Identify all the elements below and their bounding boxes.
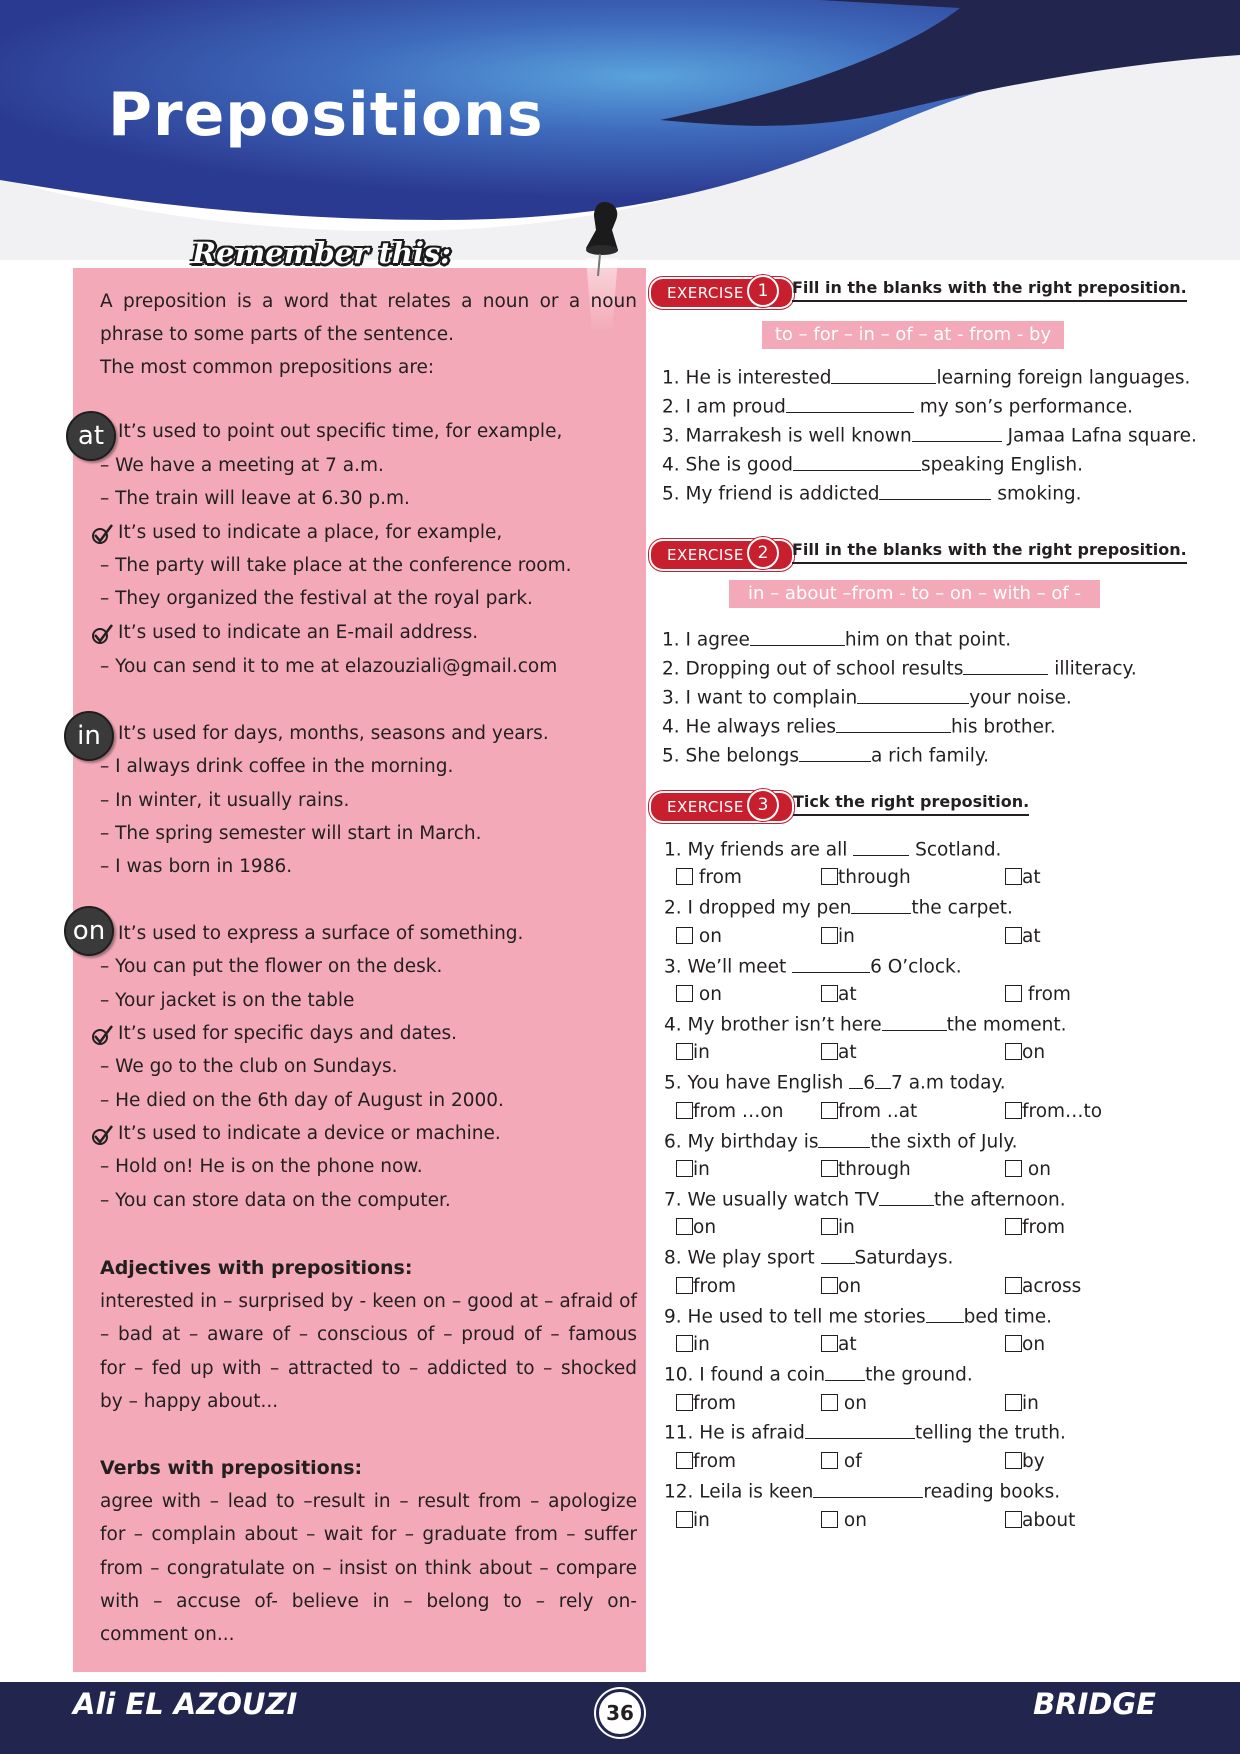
option-checkbox[interactable]: at [821,1042,857,1063]
check-icon [90,622,114,646]
option-checkbox[interactable]: on [676,926,722,947]
at-rule-2: It’s used to indicate a place, for example, [118,522,503,543]
on-rule-2: It’s used for specific days and dates. [118,1023,458,1044]
at-rule-1: It’s used to point out specific time, for example, [118,421,563,442]
exercise-2-word-bank: in – about –from - to – on – with – of - [729,580,1100,608]
option-checkbox[interactable]: on [676,1217,716,1238]
intro-line-3: The most common prepositions are: [100,357,435,378]
exercise-3-question: 1. My friends are all Scotland. [664,839,1002,861]
option-checkbox[interactable]: on [821,1393,867,1414]
option-checkbox[interactable]: in [676,1510,710,1531]
option-checkbox[interactable]: at [1005,867,1041,888]
exercise-2-tag: EXERCISE [651,541,792,569]
adjectives-line-4: by – happy about... [100,1391,279,1412]
intro-line-2: phrase to some parts of the sentence. [100,324,454,345]
at-example-2: – The train will leave at 6.30 p.m. [100,488,410,509]
in-example-3: – The spring semester will start in March. [100,823,482,844]
exercise-1-item-2: 2. I am proud my son’s performance. [662,396,1134,418]
intro-line-1: A preposition is a word that relates a noun or a noun [100,291,637,312]
verbs-line-3: from – congratulate on – insist on think about – compare [100,1558,637,1579]
option-checkbox[interactable]: from [1005,984,1071,1005]
exercise-1-word-bank: to – for – in – of – at - from - by [762,321,1064,349]
exercise-3-question: 4. My brother isn’t here the moment. [664,1014,1067,1036]
option-checkbox[interactable]: on [1005,1042,1045,1063]
badge-on: on [64,906,114,956]
option-checkbox[interactable]: in [821,1217,855,1238]
on-example-2: – Your jacket is on the table [100,990,355,1011]
option-checkbox[interactable]: from…to [1005,1101,1102,1122]
option-checkbox[interactable]: in [676,1334,710,1355]
exercise-3-question: 7. We usually watch TV the afternoon. [664,1189,1066,1211]
verbs-line-1: agree with – lead to –result in – result from – apologize [100,1491,637,1512]
exercise-2-item-2: 2. Dropping out of school results illiteracy. [662,658,1137,680]
option-checkbox[interactable]: through [821,1159,911,1180]
footer-book: BRIDGE [1033,1687,1156,1721]
option-checkbox[interactable]: from …on [676,1101,783,1122]
verbs-line-4: with – accuse of- believe in – belong to – rely on- [100,1591,637,1612]
exercise-2-item-3: 3. I want to complain your noise. [662,687,1072,709]
exercise-3-question: 5. You have English 6 7 a.m today. [664,1072,1006,1094]
option-checkbox[interactable]: by [1005,1451,1045,1472]
on-example-5: – Hold on! He is on the phone now. [100,1156,423,1177]
check-icon [90,1123,114,1147]
option-checkbox[interactable]: through [821,867,911,888]
verbs-line-2: for – complain about – wait for – graduate from – suffer [100,1524,637,1545]
at-example-3: – The party will take place at the conference room. [100,555,572,576]
option-checkbox[interactable]: from ..at [821,1101,917,1122]
exercise-3-number: 3 [747,789,779,821]
exercise-1-item-1: 1. He is interested learning foreign languages. [662,367,1191,389]
page-title: Prepositions [108,80,544,150]
option-checkbox[interactable]: from [676,867,742,888]
in-example-1: – I always drink coffee in the morning. [100,756,454,777]
option-checkbox[interactable]: in [1005,1393,1039,1414]
on-example-6: – You can store data on the computer. [100,1190,451,1211]
exercise-3-tag: EXERCISE [651,793,792,821]
option-checkbox[interactable]: on [821,1510,867,1531]
exercise-1-item-4: 4. She is good speaking English. [662,454,1084,476]
option-checkbox[interactable]: on [676,984,722,1005]
on-rule-3: It’s used to indicate a device or machine. [118,1123,501,1144]
at-example-5: – You can send it to me at elazouziali@gmail.com [100,656,558,677]
option-checkbox[interactable]: from [676,1276,736,1297]
at-example-4: – They organized the festival at the royal park. [100,588,533,609]
footer-author: Ali EL AZOUZI [73,1687,298,1721]
exercise-3-question: 6. My birthday is the sixth of July. [664,1131,1018,1153]
on-example-4: – He died on the 6th day of August in 2000. [100,1090,504,1111]
exercise-3-question: 11. He is afraid telling the truth. [664,1422,1066,1444]
adjectives-heading: Adjectives with prepositions: [100,1257,413,1279]
verbs-heading: Verbs with prepositions: [100,1457,363,1479]
adjectives-line-2: – bad at – aware of – conscious of – proud of – famous [100,1324,637,1345]
exercise-3-question: 3. We’ll meet 6 O’clock. [664,956,962,978]
exercise-2-item-4: 4. He always relies his brother. [662,716,1056,738]
option-checkbox[interactable]: on [821,1276,861,1297]
option-checkbox[interactable]: on [1005,1334,1045,1355]
badge-in: in [64,711,114,761]
exercise-3-question: 12. Leila is keen reading books. [664,1481,1061,1503]
option-checkbox[interactable]: at [821,984,857,1005]
exercise-1-item-3: 3. Marrakesh is well known Jamaa Lafna square. [662,425,1197,447]
option-checkbox[interactable]: at [1005,926,1041,947]
badge-at: at [66,411,116,461]
exercise-2-instruction: Fill in the blanks with the right preposition. [792,540,1187,564]
in-example-2: – In winter, it usually rains. [100,790,350,811]
check-icon [90,1023,114,1047]
check-icon [90,522,114,546]
on-example-1: – You can put the flower on the desk. [100,956,443,977]
exercise-3-instruction: Tick the right preposition. [793,792,1029,816]
on-example-3: – We go to the club on Sundays. [100,1056,398,1077]
option-checkbox[interactable]: from [676,1393,736,1414]
option-checkbox[interactable]: in [676,1042,710,1063]
verbs-line-5: comment on... [100,1624,235,1645]
option-checkbox[interactable]: from [676,1451,736,1472]
exercise-2-number: 2 [747,537,779,569]
at-rule-3: It’s used to indicate an E-mail address. [118,622,479,643]
option-checkbox[interactable]: on [1005,1159,1051,1180]
in-rule-1: It’s used for days, months, seasons and years. [118,723,549,744]
option-checkbox[interactable]: across [1005,1276,1081,1297]
exercise-3-question: 2. I dropped my pen the carpet. [664,897,1013,919]
option-checkbox[interactable]: of [821,1451,862,1472]
in-example-4: – I was born in 1986. [100,856,293,877]
exercise-1-number: 1 [747,275,779,307]
option-checkbox[interactable]: from [1005,1217,1065,1238]
exercise-3-question: 10. I found a coin the ground. [664,1364,973,1386]
option-checkbox[interactable]: at [821,1334,857,1355]
exercise-1-instruction: Fill in the blanks with the right preposition. [792,278,1187,302]
at-example-1: – We have a meeting at 7 a.m. [100,455,384,476]
exercise-1-item-5: 5. My friend is addicted smoking. [662,483,1082,505]
exercise-2-item-1: 1. I agree him on that point. [662,629,1012,651]
option-checkbox[interactable]: in [676,1159,710,1180]
page-number: 36 [596,1689,644,1737]
exercise-2-item-5: 5. She belongs a rich family. [662,745,990,767]
exercise-3-question: 8. We play sport Saturdays. [664,1247,954,1269]
exercise-1-tag: EXERCISE [651,279,792,307]
on-rule-1: It’s used to express a surface of something. [118,923,524,944]
adjectives-line-1: interested in – surprised by - keen on – good at – afraid of [100,1291,637,1312]
option-checkbox[interactable]: about [1005,1510,1075,1531]
exercise-3-question: 9. He used to tell me stories bed time. [664,1306,1053,1328]
option-checkbox[interactable]: in [821,926,855,947]
remember-title: Remember this: [192,236,452,270]
adjectives-line-3: for – fed up with – attracted to – addicted to – shocked [100,1358,637,1379]
